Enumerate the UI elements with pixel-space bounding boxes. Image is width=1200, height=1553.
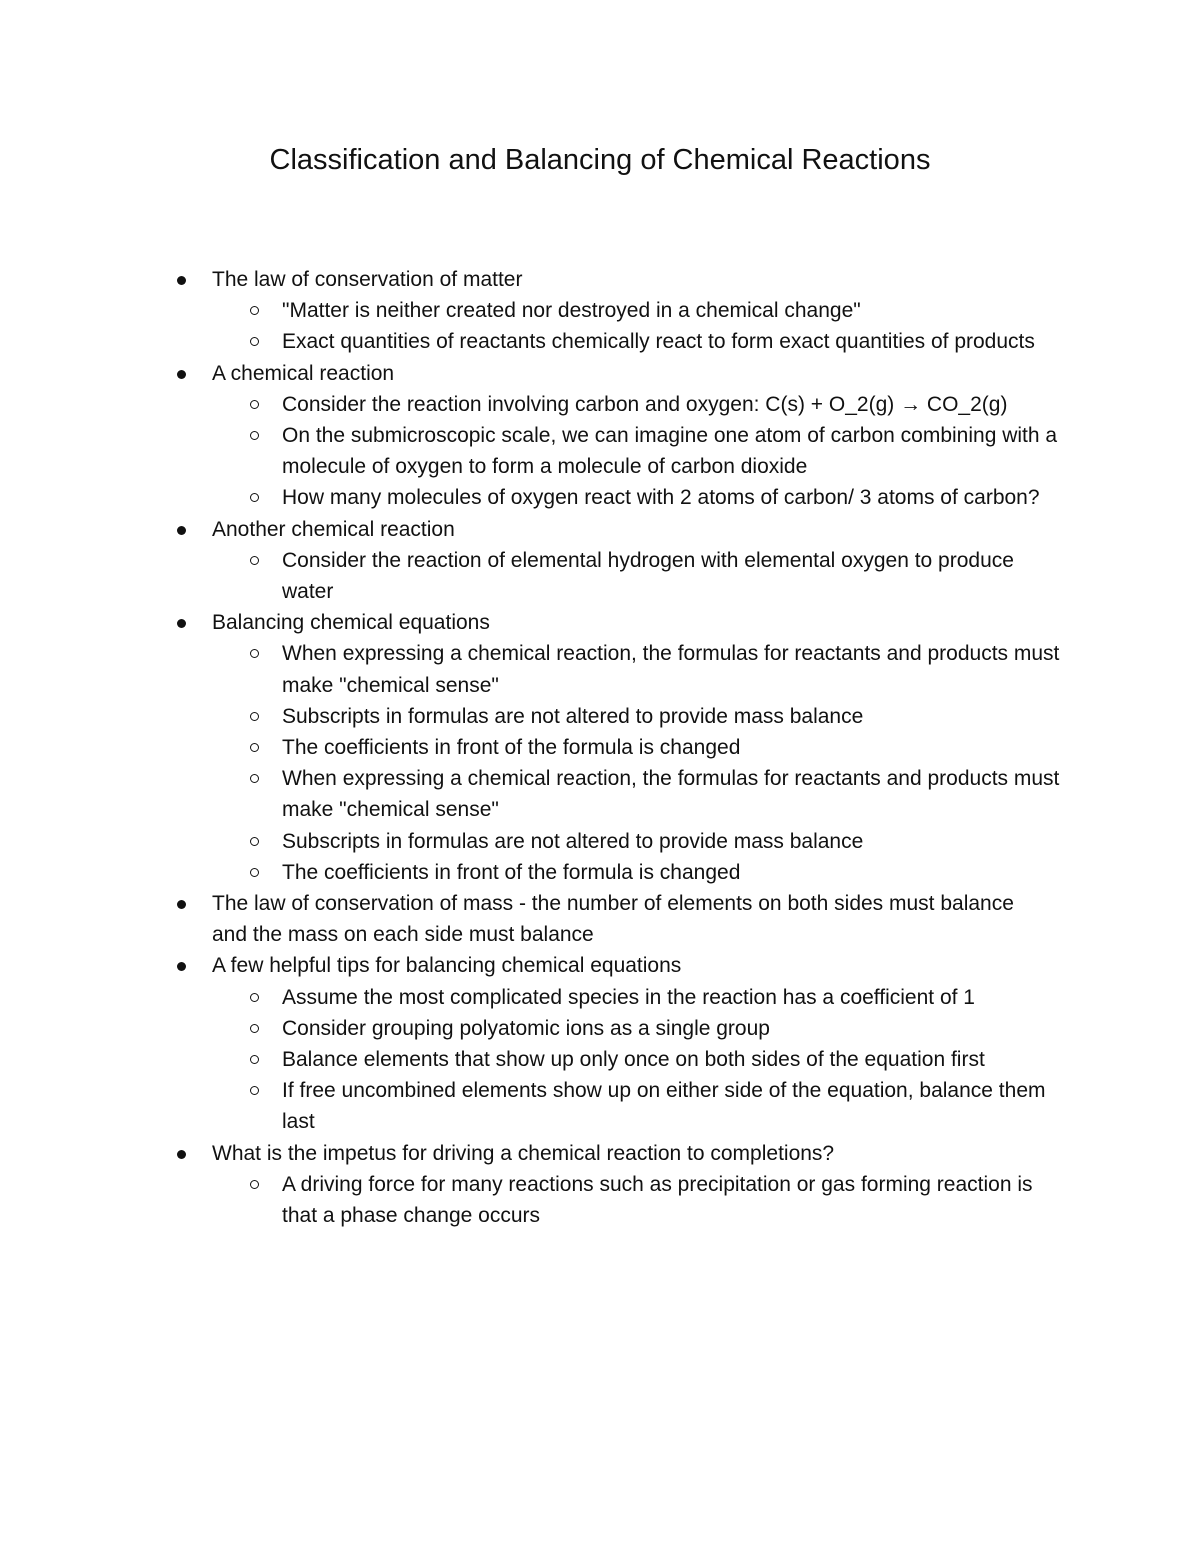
- sub-list: [212, 638, 1120, 888]
- bullet-icon: [177, 1150, 186, 1159]
- circle-bullet-icon: [250, 837, 259, 846]
- page-title: Classification and Balancing of Chemical Reactions: [269, 144, 931, 176]
- sub-list: [212, 295, 1120, 357]
- outline-list: [0, 264, 1120, 1231]
- sub-list-item-text: Subscripts in formulas are not altered to provide mass balance: [282, 829, 864, 853]
- sub-list-item-text: If free uncombined elements show up on either side of the equation, balance them last: [282, 1079, 1046, 1134]
- bullet-icon: [177, 619, 186, 628]
- circle-bullet-icon: [250, 400, 259, 409]
- circle-bullet-icon: [250, 1055, 259, 1064]
- sub-list-item-text: Consider the reaction involving carbon and oxygen: C(s) + O_2(g) → CO_2(g): [282, 392, 1008, 416]
- circle-bullet-icon: [250, 1180, 259, 1189]
- circle-bullet-icon: [250, 649, 259, 658]
- list-item: [0, 1138, 1120, 1232]
- sub-list-item: [212, 482, 1120, 513]
- sub-list-item-text: Exact quantities of reactants chemically react to form exact quantities of products: [282, 330, 1035, 354]
- circle-bullet-icon: [250, 743, 259, 752]
- sub-list-item: [212, 545, 1120, 607]
- sub-list-item-text: The coefficients in front of the formula is changed: [282, 736, 741, 760]
- sub-list-item: [212, 295, 1120, 326]
- sub-list-item: [212, 1169, 1120, 1231]
- circle-bullet-icon: [250, 493, 259, 502]
- sub-list: [212, 545, 1120, 607]
- sub-list-item: [212, 326, 1120, 357]
- sub-list-item: [212, 826, 1120, 857]
- circle-bullet-icon: [250, 337, 259, 346]
- circle-bullet-icon: [250, 556, 259, 565]
- circle-bullet-icon: [250, 774, 259, 783]
- bullet-icon: [177, 900, 186, 909]
- sub-list-item: [212, 420, 1120, 482]
- sub-list-item: [212, 701, 1120, 732]
- sub-list-item-text: Subscripts in formulas are not altered to provide mass balance: [282, 704, 864, 728]
- circle-bullet-icon: [250, 1086, 259, 1095]
- sub-list-item: [212, 1013, 1120, 1044]
- bullet-icon: [177, 526, 186, 535]
- list-item: [0, 358, 1120, 514]
- sub-list-item: [212, 638, 1120, 700]
- list-item-text: Balancing chemical equations: [212, 611, 490, 635]
- sub-list: [212, 1169, 1120, 1231]
- sub-list-item: [212, 732, 1120, 763]
- list-item-text: What is the impetus for driving a chemical reaction to completions?: [212, 1141, 835, 1165]
- circle-bullet-icon: [250, 993, 259, 1002]
- sub-list-item-text: Assume the most complicated species in the reaction has a coefficient of 1: [282, 985, 975, 1009]
- sub-list-item-text: How many molecules of oxygen react with 2 atoms of carbon/ 3 atoms of carbon?: [282, 486, 1040, 510]
- sub-list-item-text: Consider grouping polyatomic ions as a single group: [282, 1016, 770, 1040]
- list-item-text: The law of conservation of mass - the number of elements on both sides must balance and the mass on each side must balance: [212, 892, 1014, 947]
- sub-list-item-text: When expressing a chemical reaction, the formulas for reactants and products must make "chemical sense": [282, 767, 1060, 822]
- list-item: [0, 607, 1120, 888]
- sub-list-item: [212, 857, 1120, 888]
- circle-bullet-icon: [250, 712, 259, 721]
- sub-list-item: [212, 1044, 1120, 1075]
- list-item-text: Another chemical reaction: [212, 517, 455, 541]
- sub-list-item: [212, 1075, 1120, 1137]
- bullet-icon: [177, 370, 186, 379]
- list-item-text: A few helpful tips for balancing chemical equations: [212, 954, 682, 978]
- sub-list-item-text: The coefficients in front of the formula is changed: [282, 860, 741, 884]
- list-item: [0, 888, 1120, 950]
- sub-list-item: [212, 389, 1120, 420]
- sub-list: [212, 982, 1120, 1138]
- circle-bullet-icon: [250, 868, 259, 877]
- sub-list-item-text: "Matter is neither created nor destroyed in a chemical change": [282, 299, 861, 323]
- circle-bullet-icon: [250, 431, 259, 440]
- list-item: [0, 514, 1120, 608]
- sub-list-item-text: A driving force for many reactions such as precipitation or gas forming reaction is that a phase change occurs: [282, 1172, 1033, 1228]
- sub-list-item-text: When expressing a chemical reaction, the formulas for reactants and products must make "chemical sense": [282, 642, 1060, 697]
- sub-list-item-text: Balance elements that show up only once on both sides of the equation first: [282, 1048, 985, 1072]
- bullet-icon: [177, 276, 186, 285]
- sub-list-item: [212, 763, 1120, 825]
- sub-list: [212, 389, 1120, 514]
- sub-list-item-text: Consider the reaction of elemental hydrogen with elemental oxygen to produce water: [282, 548, 1014, 604]
- circle-bullet-icon: [250, 1024, 259, 1033]
- circle-bullet-icon: [250, 306, 259, 315]
- sub-list-item-text: On the submicroscopic scale, we can imagine one atom of carbon combining with a molecule of oxygen to form a molecule of carbon dioxide: [282, 424, 1058, 479]
- list-item-text: A chemical reaction: [212, 361, 395, 385]
- list-item-text: The law of conservation of matter: [212, 268, 523, 291]
- bullet-icon: [177, 962, 186, 971]
- sub-list-item: [212, 982, 1120, 1013]
- list-item: [0, 950, 1120, 1137]
- list-item: [0, 264, 1120, 358]
